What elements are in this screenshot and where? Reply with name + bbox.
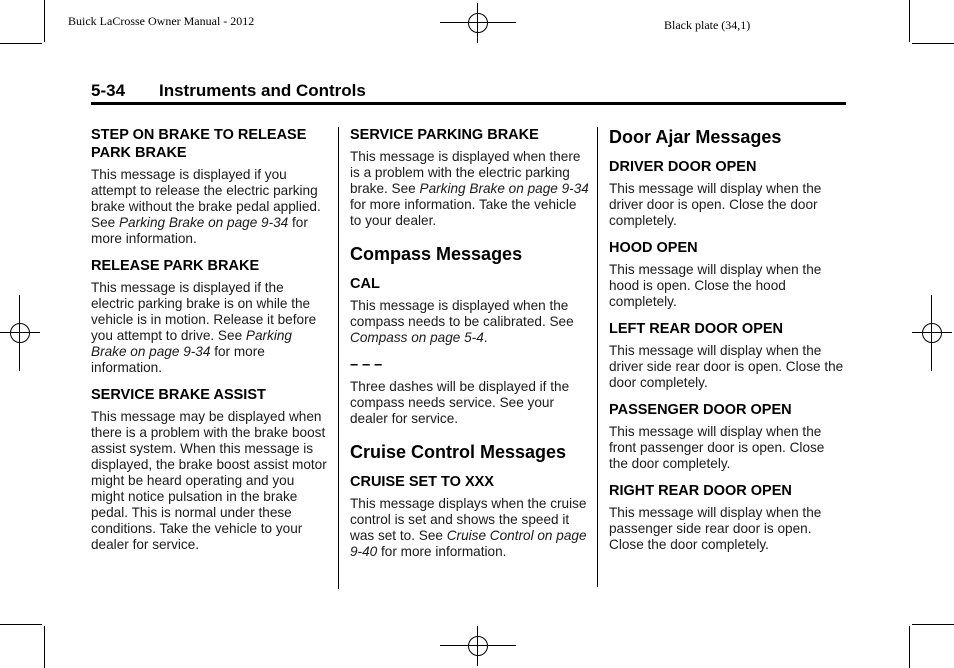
page-number: 5-34: [91, 81, 126, 100]
message-description: This message is displayed when there is a problem with the electric parking brake. See Parking Brake on page 9-34 for more information. Take the vehicle to your dealer.: [350, 149, 589, 228]
message-description: This message will display when the passenger side rear door is open. Close the door completely.: [609, 505, 822, 552]
message-section: [350, 243, 590, 265]
message-section: [609, 482, 845, 553]
crop-mark: [912, 624, 954, 625]
cross-reference: Parking Brake on page 9-34: [419, 181, 589, 196]
crop-mark: [0, 624, 42, 625]
crop-mark: [44, 626, 45, 668]
message-description: This message will display when the front passenger door is open. Close the door completely.: [609, 424, 825, 471]
message-description: This message will display when the hood is open. Close the hood completely.: [609, 262, 822, 309]
message-section: [350, 126, 590, 229]
message-section: [350, 275, 590, 346]
message-section: [91, 386, 329, 553]
cross-reference: Parking Brake on page 9-34: [118, 215, 289, 230]
message-heading: CRUISE SET TO XXX: [350, 474, 494, 490]
message-heading: STEP ON BRAKE TO RELEASE PARK BRAKE: [91, 127, 307, 161]
message-section: [350, 441, 590, 463]
column-1: [91, 126, 329, 563]
crop-mark: [912, 43, 954, 44]
message-description: This message is displayed if you attempt to release the electric parking brake without the brake pedal applied. See Parking Brake on page 9-34 for more information.: [91, 167, 321, 246]
crop-mark: [909, 0, 910, 42]
column-2: [350, 126, 590, 570]
registration-crosshair-top: [458, 3, 498, 43]
message-description: This message will display when the driver door is open. Close the door completely.: [609, 181, 822, 228]
page-header: [91, 81, 366, 101]
message-description: This message displays when the cruise control is set and shows the speed it was set to. See Cruise Control on page 9-40 for more information.: [350, 496, 587, 559]
message-section: [350, 356, 590, 427]
message-section: [609, 158, 845, 229]
message-heading: LEFT REAR DOOR OPEN: [609, 321, 784, 337]
message-heading: DRIVER DOOR OPEN: [609, 159, 757, 175]
crop-mark: [909, 626, 910, 668]
message-heading: – – –: [350, 357, 383, 373]
column-divider: [597, 127, 598, 587]
message-section: [91, 257, 329, 376]
message-description: Three dashes will be displayed if the compass needs service. See your dealer for service.: [350, 379, 570, 426]
message-section: [350, 473, 590, 560]
message-section: [609, 126, 845, 148]
message-description: This message may be displayed when there is a problem with the brake boost assist system. When this message is displayed, the brake boost assist motor might be heard operating and you might notice pulsation in the brake pedal. This is normal under these conditions. Take the vehicle to your dealer for service.: [91, 409, 327, 552]
message-heading: RIGHT REAR DOOR OPEN: [609, 483, 792, 499]
message-heading: RELEASE PARK BRAKE: [91, 258, 260, 274]
message-section: [609, 401, 845, 472]
section-title: Cruise Control Messages: [350, 442, 567, 462]
message-description: This message will display when the driver side rear door is open. Close the door completely.: [609, 343, 844, 390]
cross-reference: Parking Brake on page 9-34: [91, 328, 292, 359]
header-rule: [91, 102, 846, 105]
column-3: [609, 126, 845, 563]
column-divider: [338, 127, 339, 589]
message-section: [609, 239, 845, 310]
section-title: Compass Messages: [350, 244, 523, 264]
message-description: This message is displayed if the electric parking brake is on while the vehicle is in motion. Release it before you attempt to drive. See Parking Brake on page 9-34 for more information.: [91, 280, 317, 375]
chapter-title: Instruments and Controls: [159, 81, 366, 100]
cross-reference: Cruise Control on page 9-40: [350, 528, 587, 559]
message-section: [91, 126, 329, 247]
manual-title-plate: Buick LaCrosse Owner Manual - 2012: [68, 14, 255, 28]
message-heading: HOOD OPEN: [609, 240, 698, 256]
plate-number: Black plate (34,1): [664, 18, 751, 32]
message-heading: SERVICE PARKING BRAKE: [350, 127, 539, 143]
message-heading: PASSENGER DOOR OPEN: [609, 402, 792, 418]
message-description: This message is displayed when the compass needs to be calibrated. See Compass on page 5-4.: [350, 298, 574, 345]
crop-mark: [44, 0, 45, 42]
registration-crosshair-left: [0, 313, 40, 353]
registration-crosshair-bottom: [458, 626, 498, 666]
section-title: Door Ajar Messages: [609, 127, 782, 147]
message-section: [609, 320, 845, 391]
registration-crosshair-right: [912, 313, 952, 353]
message-heading: SERVICE BRAKE ASSIST: [91, 387, 266, 403]
crop-mark: [0, 43, 42, 44]
cross-reference: Compass on page 5-4: [350, 330, 484, 345]
message-heading: CAL: [350, 276, 380, 292]
